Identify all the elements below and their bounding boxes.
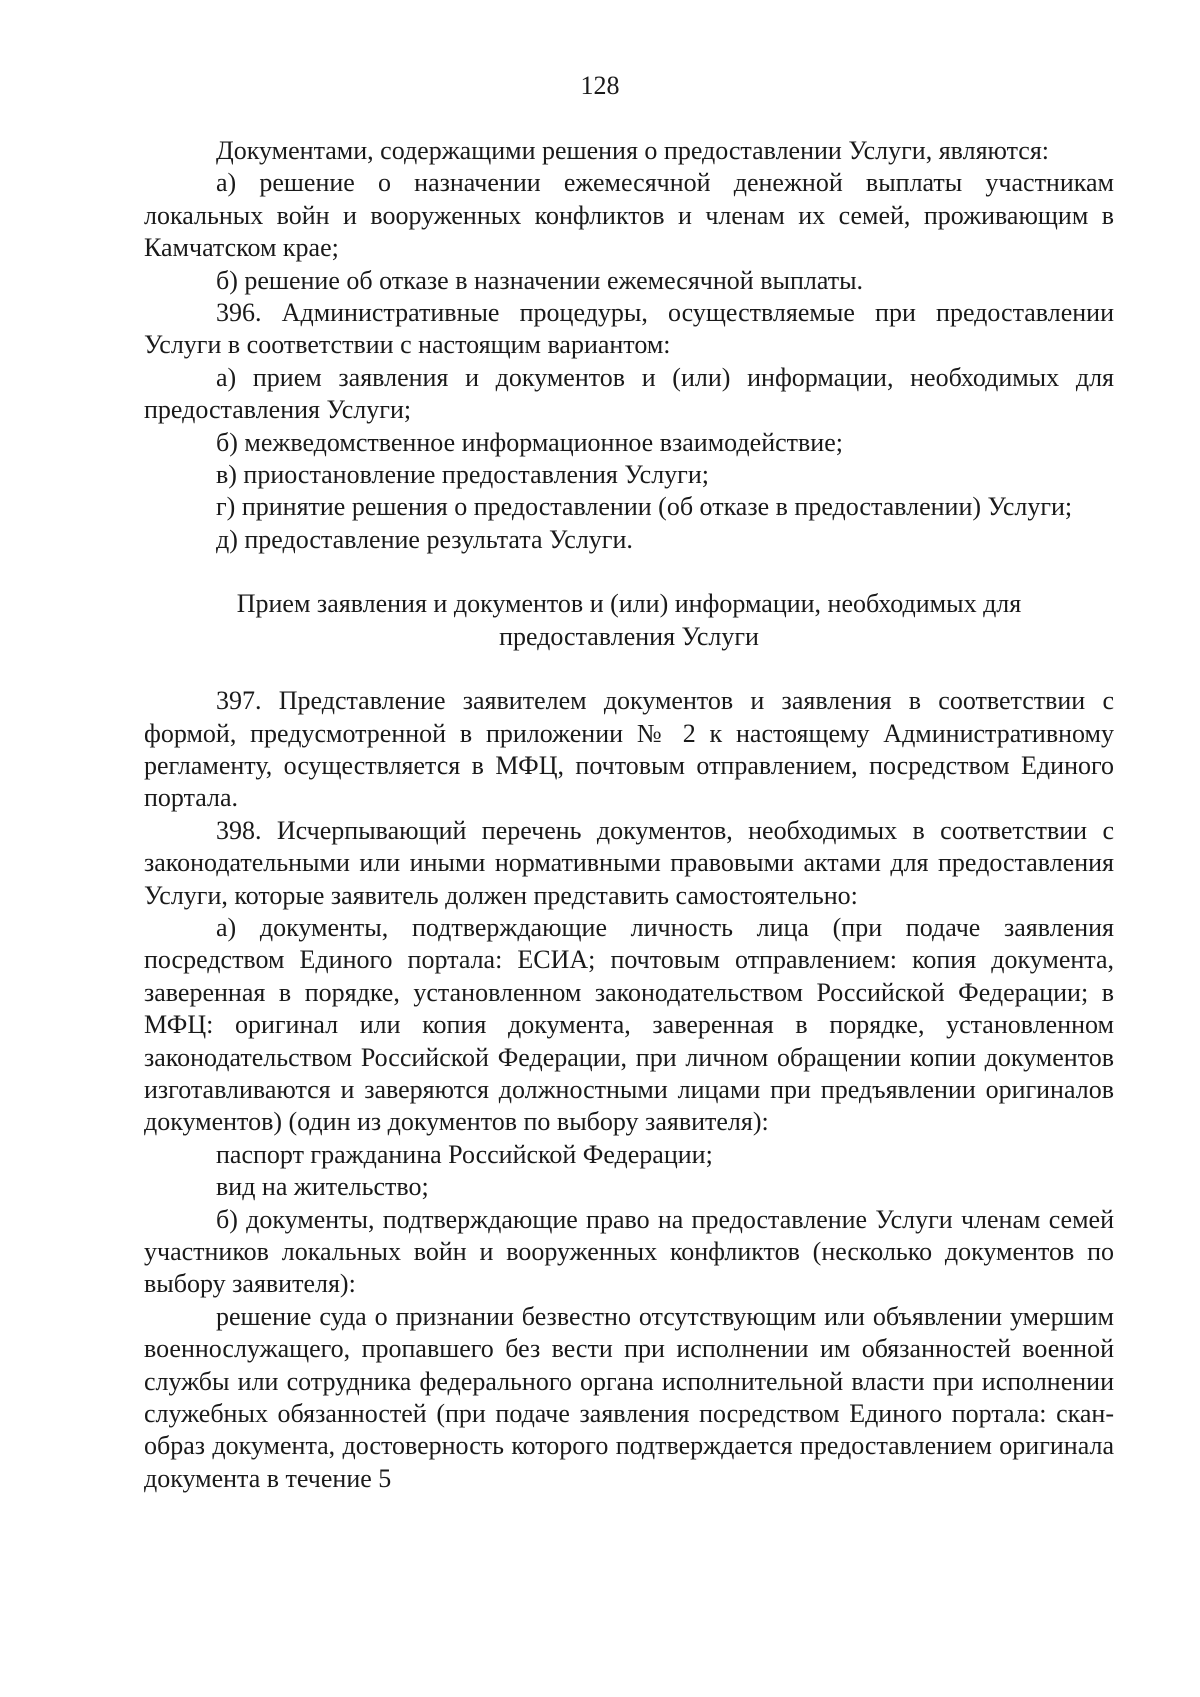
paragraph: а) прием заявления и документов и (или) информации, необходимых для предоставления Услуги; — [144, 362, 1114, 425]
paragraph: 398. Исчерпывающий перечень документов, необходимых в соответствии с законодательными или иными нормативными правовыми актами для предоставления Услуги, которые заявитель должен представить самостоятельно: — [144, 815, 1114, 910]
paragraph: в) приостановление предоставления Услуги; — [216, 460, 709, 490]
paragraph: решение суда о признании безвестно отсутствующим или объявлении умершим военнослужащего, пропавшего без вести при исполнении им обязанностей военной службы или сотрудника федерального органа исполнительной власти при исполнении служебных обязанностей (при подаче заявления посредством Единого портала: скан-образ документа, достоверность которого подтверждается предоставлением оригинала документа в течение 5 — [144, 1301, 1114, 1493]
paragraph: д) предоставление результата Услуги. — [216, 524, 633, 554]
paragraph: б) межведомственное информационное взаимодействие; — [216, 427, 843, 457]
section-heading-line: предоставления Услуги — [499, 621, 759, 651]
paragraph: вид на жительство; — [216, 1172, 429, 1202]
paragraph: паспорт гражданина Российской Федерации; — [216, 1139, 713, 1169]
page-number: 128 — [580, 71, 620, 100]
section-heading-line: Прием заявления и документов и (или) информации, необходимых для — [236, 589, 1022, 619]
paragraph: 396. Административные процедуры, осуществляемые при предоставлении Услуги в соответствии с настоящим вариантом: — [144, 298, 1114, 360]
paragraph: Документами, содержащими решения о предоставлении Услуги, являются: — [216, 136, 1050, 165]
paragraph: а) решение о назначении ежемесячной денежной выплаты участникам локальных войн и вооруженных конфликтов и членам их семей, проживающим в Камчатском крае; — [144, 168, 1114, 263]
paragraph: б) решение об отказе в назначении ежемесячной выплаты. — [216, 265, 864, 295]
paragraph: б) документы, подтверждающие право на предоставление Услуги членам семей участников локальных войн и вооруженных конфликтов (несколько документов по выбору заявителя): — [144, 1204, 1114, 1299]
paragraph: 397. Представление заявителем документов и заявления в соответствии с формой, предусмотренной в приложении № 2 к настоящему Административному регламенту, осуществляется в МФЦ, почтовым отправлением, посредством Единого портала. — [144, 686, 1114, 813]
section-heading — [144, 588, 1114, 653]
document-body — [144, 135, 1114, 1495]
paragraph: а) документы, подтверждающие личность лица (при подаче заявления посредством Единого портала: ЕСИА; почтовым отправлением: копия документа, заверенная в порядке, установленном законодательством Российской Федерации; в МФЦ: оригинал или копия документа, заверенная в порядке, установленном законодательством Российской Федерации, при личном обращении копии документов изготавливаются и заверяются должностными лицами при предъявлении оригиналов документов) (один из документов по выбору заявителя): — [144, 912, 1114, 1137]
paragraph: г) принятие решения о предоставлении (об отказе в предоставлении) Услуги; — [216, 492, 1073, 522]
